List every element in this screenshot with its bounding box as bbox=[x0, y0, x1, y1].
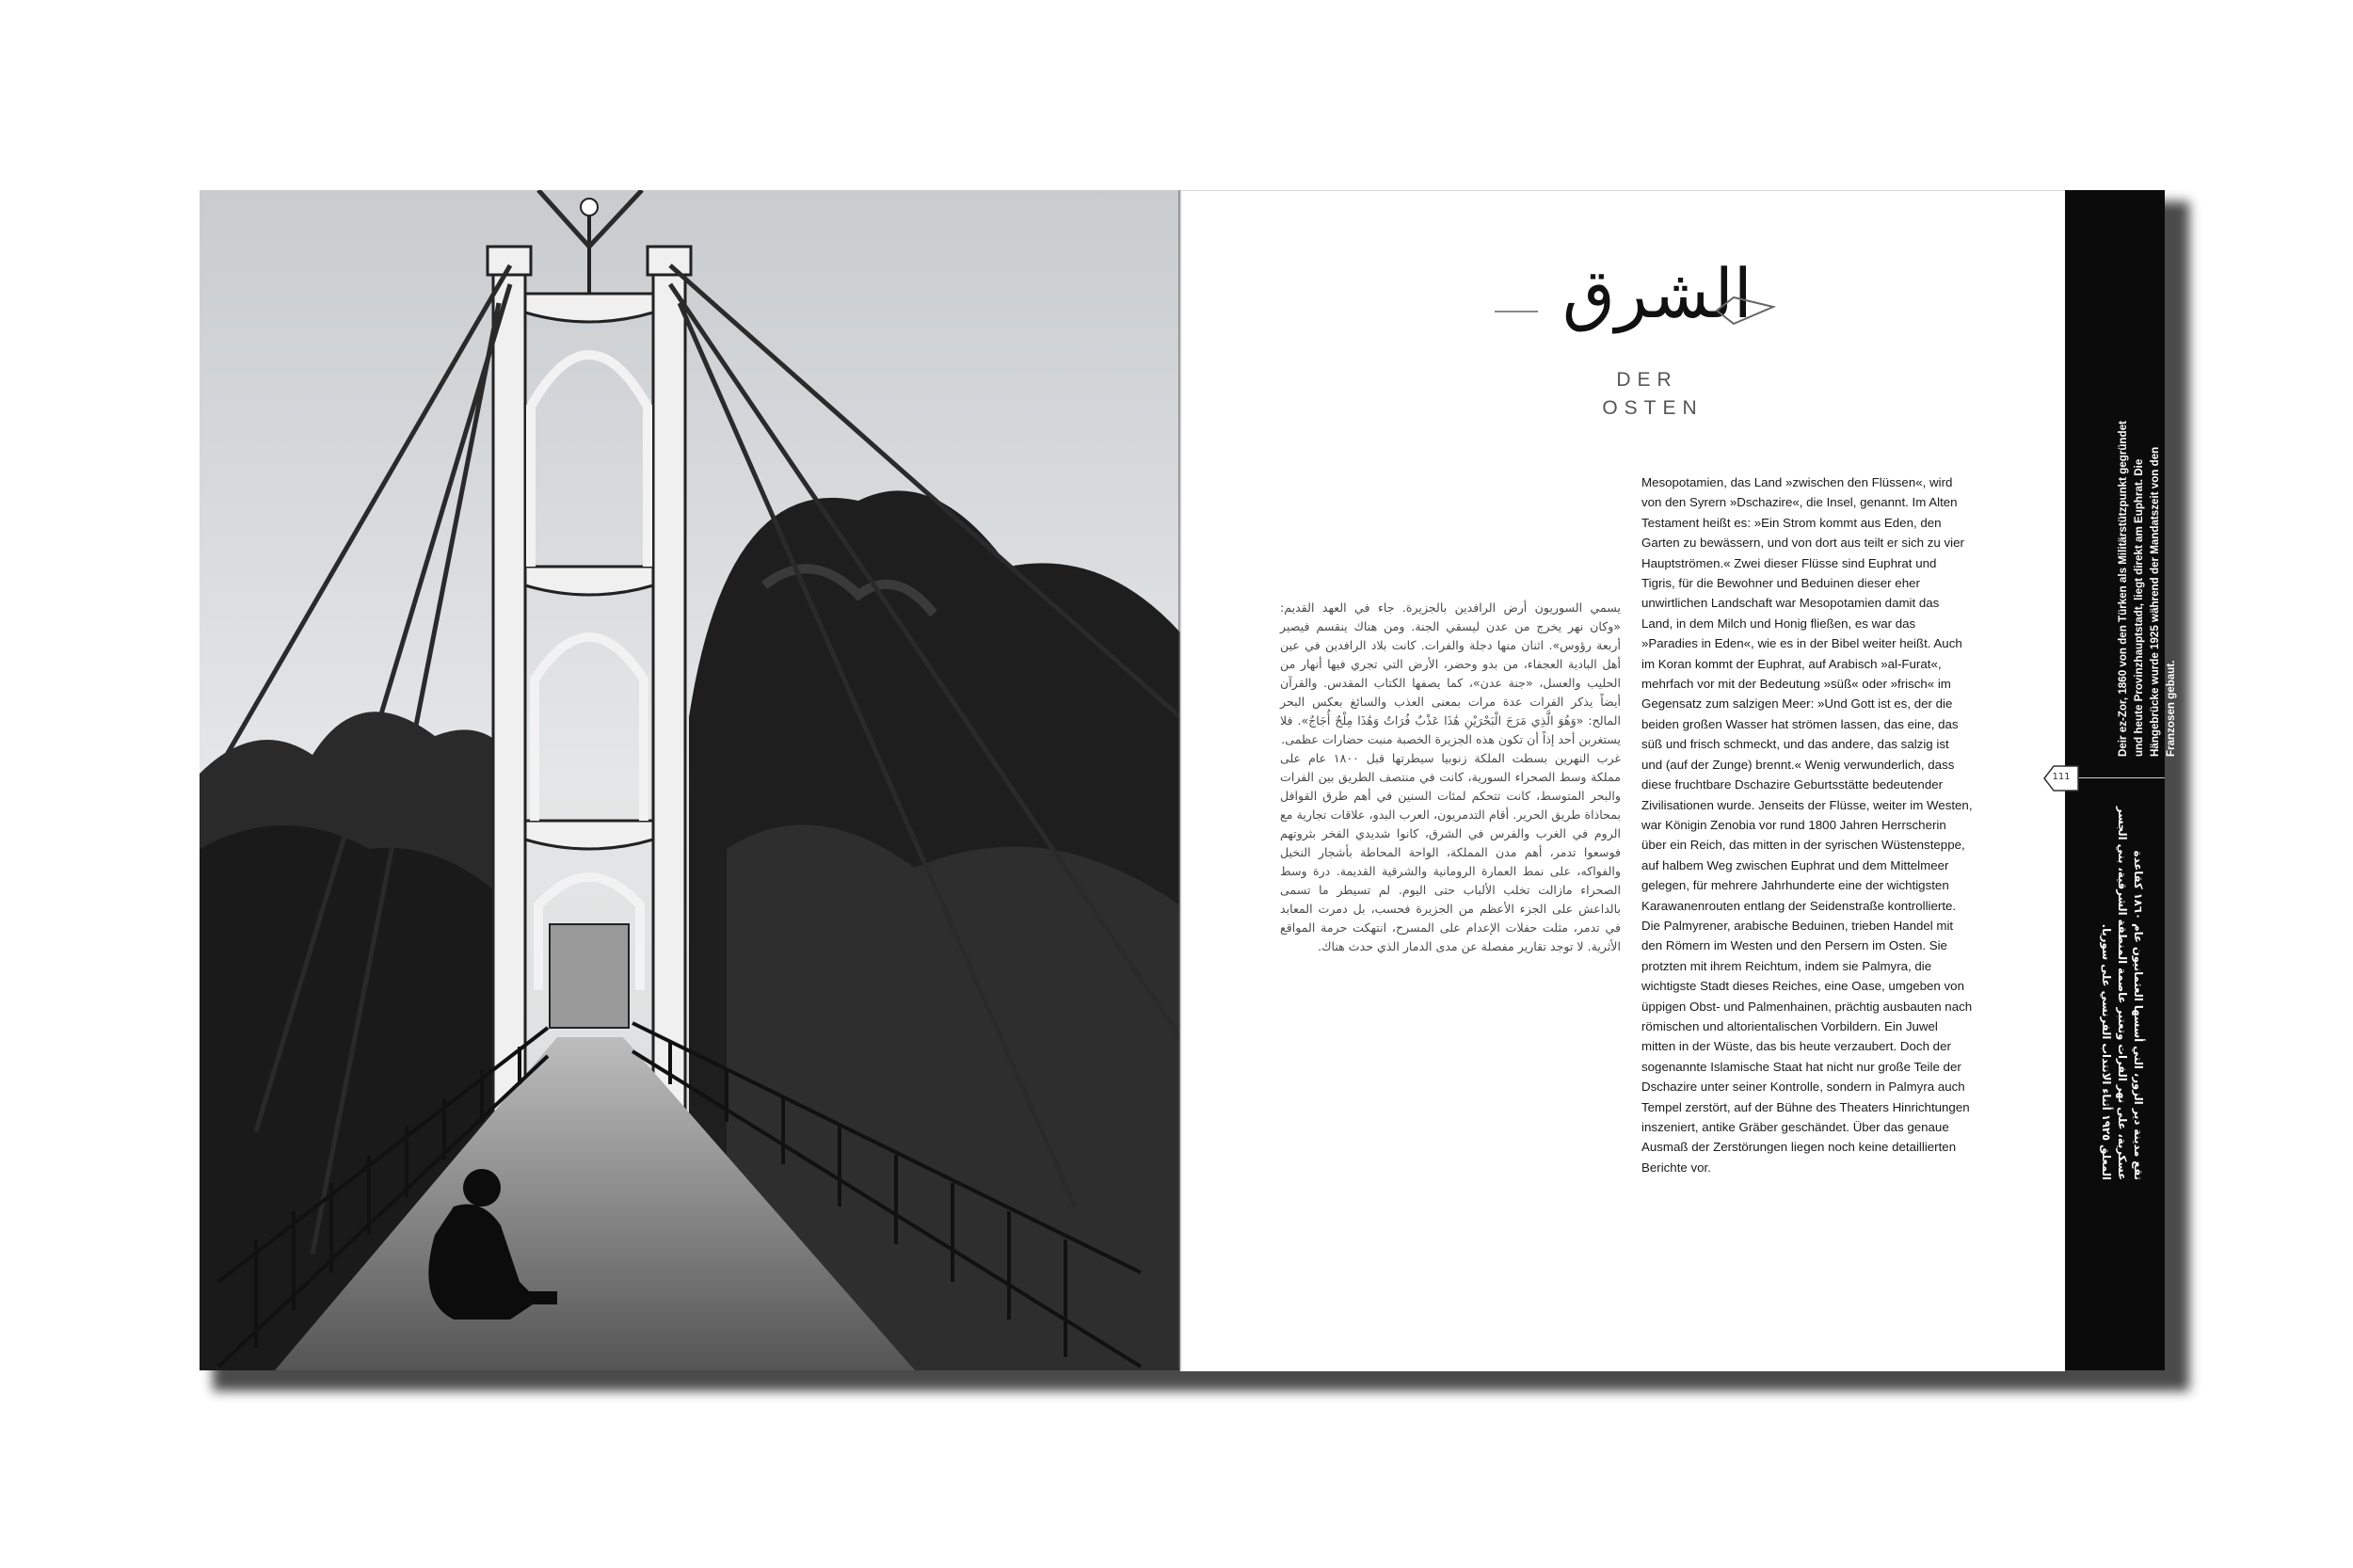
photo-page bbox=[200, 190, 1180, 1370]
arabic-paragraph: يسمي السوريون أرض الرافدين بالجزيرة. جاء في العهد القديم: «وكان نهر يخرج من عدن ليسقي الجنة. ومن هناك ينقسم فيصير أربعة رؤوس». اثنان منها دجلة والفرات. كانت بلاد الرافدين في عين أهل البادية العجفاء، من بدو وحضر، الأرض التي تجري فيها أنهار من الحليب والعسل، «جنة عدن»، كما يصفها الكتاب المقدس. والقرآن أيضاً يذكر الفرات عدة مرات بمعنى العذب والسائغ بعكس البحر المالح: «وَهُوَ الَّذِي مَرَجَ الْبَحْرَيْنِ هَٰذَا عَذْبٌ فُرَاتٌ وَهَٰذَا مِلْحٌ أُجَاجٌ». فلا يستغربن أحد إذاً أن تكون هذه الجزيرة الخصبة منبت حضارات عظمى. bbox=[1280, 600, 1621, 746]
heading-line2: OSTEN bbox=[1602, 397, 1704, 419]
book-gutter bbox=[1178, 190, 1182, 1370]
german-paragraph: Mesopotamien, das Land »zwischen den Flüssen«, wird von den Syrern »Dschazire«, die Insel, genannt. Im Alten Testament heißt es: »Ein Strom kommt aus Eden, den Garten zu bewässern, und von dort aus teilt er sich zu vier Hauptströmen.« Zwei dieser Flüsse sind Euphrat und Tigris, für die Bewohner und Beduinen dieser eher unwirtlichen Landschaft war Mesopotamien damit das Land, in dem Milch und Honig fließen, es war das »Paradies in Eden«, wie es in der Bibel weiter heißt. Auch im Koran kommt der Euphrat, auf Arabisch »al-Furat«, mehrfach vor mit der Bedeutung »süß« oder »frisch« im Gegensatz zum salzigen Meer: »Und Gott ist es, der die beiden großen Wasser hat strömen lassen, das eine, das süß und frisch schmeckt, und das andere, das salzig ist und (auf der Zunge) brennt.« Wenig verwunderlich, dass diese fruchtbare Dschazire Geburtsstätte bedeutender Zivilisationen wurde. Jenseits der Flüsse, weiter im Westen, war Königin Zenobia vor rund 1800 Jahren Herrscherin über ein Reich, das mitten in der syrischen Wüstensteppe, auf halbem Weg zwischen Euphrat und dem Mittelmeer gelegen, für mehrere Jahrhunderte eine der wichtigsten Karawanenrouten entlang der Seidenstraße kontrollierte. Die Palmyrener, arabische Beduinen, trieben Handel mit den Römern im Westen und den Persern im Osten. Sie protzten mit ihrem Reichtum, indem sie Palmyra, die wichtigste Stadt dieses Reiches, eine Oase, umgeben von üppigen Obst- und Palmenhainen, prächtig ausbauten nach römischen und altorientalischen Vorbildern. Ein Juwel mitten in der Wüste, das bis heute verzaubert. Doch der sogenannte Islamische Staat hat nicht nur große Teile der Dschazire unter seiner Kontrolle, sondern in Palmyra auch Tempel zerstört, auf der Bühne des Theaters Hinrichtungen inszeniert, antike Gräber geschändet. Über das genaue Ausmaß der Zerstörungen liegen noch keine detaillierten Berichte vor. bbox=[1641, 475, 1973, 1175]
title-rule bbox=[1495, 311, 1538, 312]
page-number-badge bbox=[2042, 764, 2080, 792]
heading-line1: DER bbox=[1616, 369, 1678, 391]
caption-german: Deir ez-Zor, 1860 von den Türken als Militärstützpunkt gegründet und heute Provinzhauptstadt, liegt direkt am Euphrat. Die Hängebrücke wurde 1925 während der Mandatszeit von den Franzosen gebaut. bbox=[2117, 421, 2177, 757]
arabic-paragraph: غرب النهرين بسطت الملكة زنوبيا سيطرتها قبل ١٨٠٠ عام على مملكة وسط الصحراء السورية، كانت في منتصف الطريق بين الفرات والبحر المتوسط، كانت تتحكم لمئات السنين في أهم طرق القوافل بمحاذاة طريق الحرير. أقام التدمريون، العرب البدو، علاقات تجارية مع الروم في الغرب والفرس في الشرق، كانوا شديدي الفخر بثروتهم فوسعوا تدمر، أهم مدن المملكة، الواحة المحاطة بأشجار النخيل والفواكه، على نمط العمارة الرومانية والشرقية القديمة. درة وسط الصحراء مازالت تخلب الألباب حتى اليوم. لم تسيطر ما تسمى بالداعش على الجزء الأعظم من الجزيرة فحسب، بل دمرت المعابد في تدمر، مثلت حفلات الإعدام على المسرح، انتهكت حرمة المواقع الأثرية. لا توجد تقارير مفصلة عن مدى الدمار الذي حدث هناك. bbox=[1280, 751, 1621, 953]
page-number: 111 bbox=[2052, 772, 2071, 782]
german-body bbox=[1641, 472, 1973, 1177]
caption-arabic: تقع مدينة دير الزور، التي أسسها العثمانيون عام ١٨٦٠ كقاعدة عسكرية، على نهر الفرات وتعتبر عاصمة المنطقة الشرقية، بني الجسر المعلق ١٩٢٥ أثناء الانتداب الفرنسي على سوريا. bbox=[2100, 806, 2145, 1180]
bridge-photo bbox=[200, 190, 1180, 1370]
arabic-body bbox=[1280, 599, 1621, 956]
arrow-ornament-icon bbox=[1713, 292, 1779, 329]
heading-arabic: الشرق bbox=[1562, 254, 1753, 333]
